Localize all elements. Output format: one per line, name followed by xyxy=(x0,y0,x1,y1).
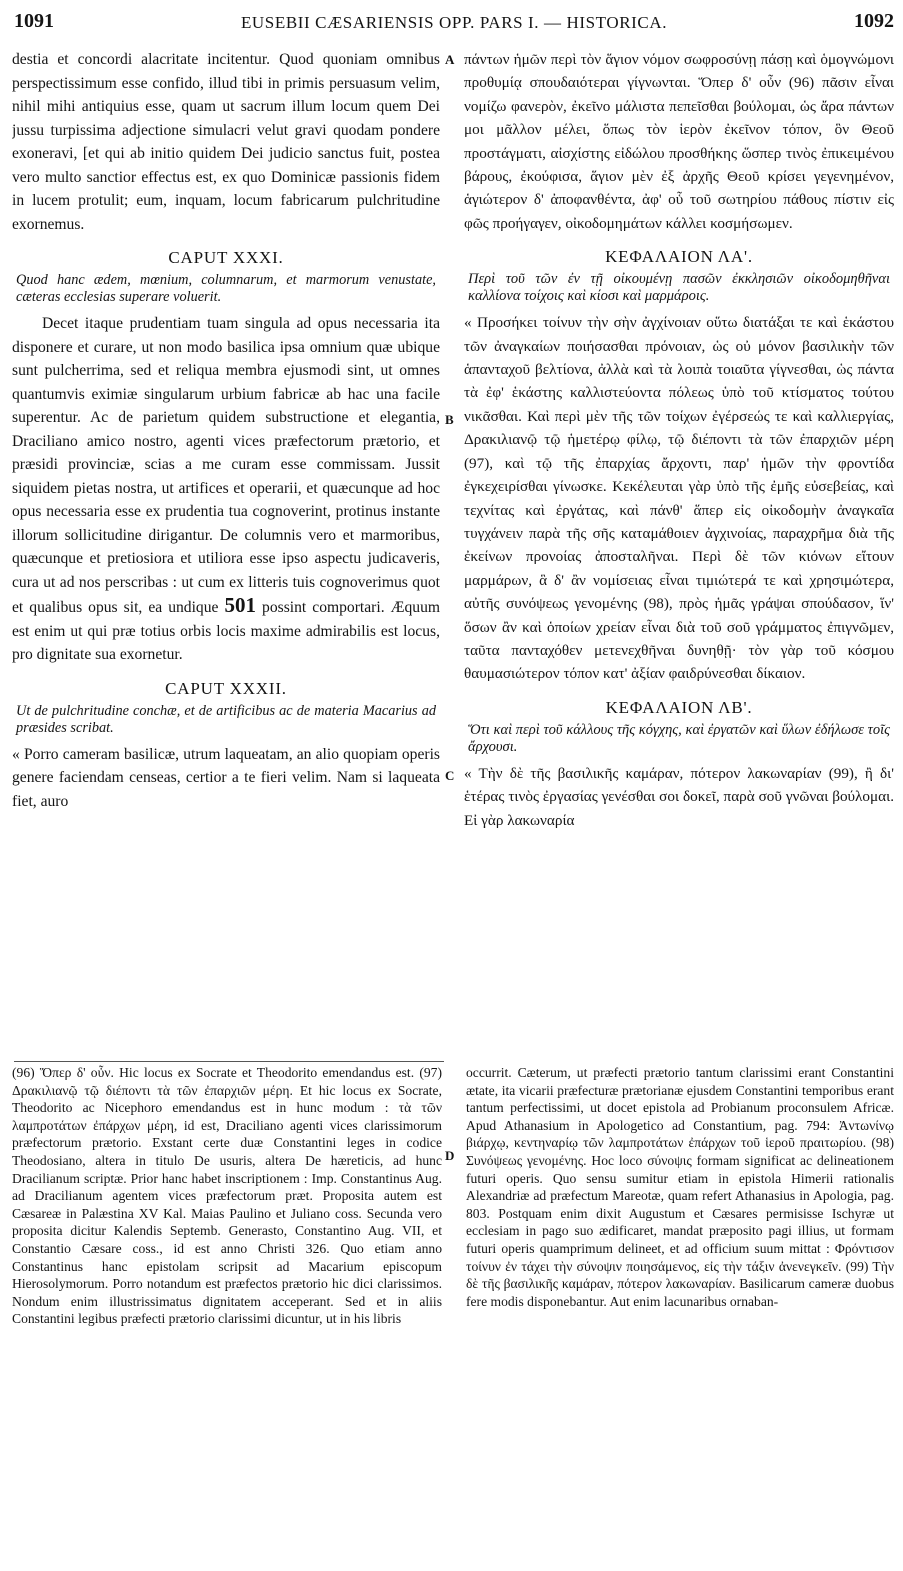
latin-chapter-31-heading: CAPUT XXXI. xyxy=(168,248,284,267)
greek-chapter-31-summary: Περὶ τοῦ τῶν ἐν τῇ οἰκουμένῃ πασῶν ἐκκλησιῶν οἰκοδομηθῆναι καλλίονα τοίχοις καὶ κίοσι καὶ μαρμάροις. xyxy=(468,271,890,305)
margin-marker-b: B xyxy=(445,412,454,427)
greek-paragraph-3: « Τὴν δὲ τῆς βασιλικῆς καμάραν, πότερον λακωναρίαν (99), ἢ δι' ἑτέρας τινὸς ἐργασίας γενέσθαι σοι δοκεῖ, παρὰ σοῦ γνῶναι βούλομαι. Εἰ γὰρ λακωναρία xyxy=(464,764,894,829)
footnotes-right-text: occurrit. Cæterum, ut præfecti prætorio tantum clarissimi erant Constantini ætate, ita vicarii præfecturæ prætorianæ ejusdem Constantini temporibus erant tantum perfectissimi, ut docet epistola ad Probianum proconsulem Africæ. Apud Athanasium in Apologetico ad Constantium, pag. 794: Ἀντωνίνῳ βιάρχῳ, κεντηναρίῳ τῶν λαμπροτάτων ἐπάρχων τοῦ ἱεροῦ πραιτωρίου. (98) Συνόψεως γενομένης. Hoc loco σύνοψις formam significat ac delineationem futuri operis. Quo sensu sumitur etiam in epistola Himerii rationalis Alexandriæ ad præfectum Mareotæ, quam refert Athanasius in Apologia, pag. 803. Postquam enim dixit Augustum et Cæsares permisisse Ischyræ ut ecclesiam in pago suo ædificaret, mandat præposito pagi illius, ut formam futuri operis quamprimum delineet, et ad officium suum mittat : Φρόντισον τοίνυν ἐν τάχει τὴν σύνοψιν ποιησάμενος, εἰς τὴν τάξιν ἀνενεγκεῖν. (99) Τὴν δὲ τῆς βασιλικῆς καμάραν, πότερον λακωναρίαν. Basilicarum cameræ duobus fere modis disponebantur. Aut enim lacunaribus ornaban- xyxy=(466,1065,894,1309)
greek-paragraph-2: « Προσήκει τοίνυν τὴν σὴν ἀγχίνοιαν οὕτω διατάξαι τε καὶ ἑκάστου τῶν ἀναγκαίων ποιήσασθαι πρόνοιαν, ὡς οὐ μόνον βασιλικὴν τῶν ἁπανταχοῦ βελτίονα, ἀλλὰ καὶ τὰ λοιπὰ τοιαῦτα γίγνεσθαι, ὡς πάντα τὰ ἐφ' ἑκάστης καλλιστεύοντα πόλεως ὑπὸ τοῦ κτίσματος τούτου νικᾶσθαι. Καὶ περὶ μὲν τῆς τῶν τοίχων ἐγέρσεώς τε καὶ καλλιεργίας, Δρακιλιανῷ τῷ ἡμετέρῳ φίλῳ, τῷ διέποντι τὰ τῶν ἐπαρχιῶν μέρη (97), καὶ τῷ τῆς ἐπαρχίας ἄρχοντι, παρ' ἡμῶν τὴν φροντίδα ἐγκεχειρίσθαι γίνωσκε. Κεκέλευται γὰρ ὑπὸ τῆς ἐμῆς εὐσεβείας, καὶ τεχνίτας καὶ ἐργάτας, καὶ πάνθ' ἅπερ εἰς οἰκοδομὴν ἀναγκαῖα τυγχάνειν παρὰ τῆς σῆς καταμάθοιεν ἀγχινοίας, παραχρῆμα διὰ τῆς ἐκείνων προνοίας ἀποσταλῆναι. Περὶ δὲ τῶν κιόνων εἴτουν μαρμάρων, ἃ δ' ἂν νομίσειας εἶναι τιμιώτερά τε καὶ χρησιμώτερα, αὐτῆς συνόψεως γενομένης (98), πρὸς ἡμᾶς γράψαι σπούδασον, ἵν' ὅσων ἂν καὶ ὁποίων χρείαν εἶναι διὰ τοῦ σοῦ γράμματος ἐπιγνῶμεν, ταῦτα πανταχόθεν μετενεχθῆναι δυνηθῇ· τὸν γὰρ τοῦ κόσμου θαυμασιώτερον τόπον κατ' ἀξίαν φαιδρύνεσθαι δίκαιον. xyxy=(464,314,894,683)
latin-paragraph-1: destia et concordi alacritate incitentur. Quod quoniam omnibus perspectissimum esse confido, illud tibi in primis persuasum velim, nihil mihi antiquius esse, quam ut sacrum illum locum quem Dei jussu turpissima adjectione simulacri velut gravi quodam pondere exoneravi, [et qui ab initio quidem Dei judicio sanctus fuit, postea vero multo sanctior effectus est, ex quo Dominicæ passionis fidem in lucem protulit; eum, inquam, locum fabricarum pulchritudine exornemus. xyxy=(12,51,440,233)
margin-marker-c: C xyxy=(445,768,455,783)
footnote-divider xyxy=(14,1061,444,1062)
column-number-501: 501 xyxy=(224,593,256,617)
footnotes-left-column xyxy=(12,1064,442,1564)
latin-paragraph-3: « Porro cameram basilicæ, utrum laqueatam, an alio quopiam operis genere faciendam censeas, certior a te fieri velim. Nam si laqueata fiet, auro xyxy=(12,745,440,810)
running-title: EUSEBII CÆSARIENSIS OPP. PARS I. — HISTORICA. xyxy=(240,13,668,32)
greek-chapter-31-heading: ΚΕΦΑΛΑΙΟΝ ΛΑ'. xyxy=(605,247,753,267)
greek-chapter-32-summary: Ὅτι καὶ περὶ τοῦ κάλλους τῆς κόγχης, καὶ ἐργατῶν καὶ ὕλων ἐδήλωσε τοῖς ἄρχουσι. xyxy=(468,721,890,755)
greek-column xyxy=(464,48,894,1058)
margin-marker-a: A xyxy=(445,52,455,67)
latin-paragraph-2-end: possint comportari. Æquum est enim ut qui præ totius orbis locis maxime admirabilis est locus, pro dignitate sua exornetur. xyxy=(12,599,440,663)
margin-marker-d: D xyxy=(445,1148,455,1163)
latin-paragraph-2 xyxy=(12,312,440,667)
latin-paragraph-2-text: Decet itaque prudentiam tuam singula ad opus necessaria ita disponere et curare, ut non modo basilica ipsa omnium quæ ubique sunt pulcherrima, sed et reliqua membra ejusmodi sint, ut omnes quantumvis eximiæ singularum urbium fabricæ ab hac una facile superentur. Ac de parietum quidem substructione et elegantia, Draciliano amico nostro, agenti vices præfectorum prætorio, et præsidi provinciæ, scias a me curam esse commissam. Jussit siquidem pietas nostra, ut artifices et operarii, et quæcunque ad hoc opus necessaria esse ex prudentia tua cognoverint, protinus instante illorum sollicitudine dirigantur. De columnis vero et marmoribus, quæcunque et pretiosiora et utiliora esse ipso aspectu judicaveris, cura ut ad nos perscribas : ut cum ex litteris tuis cognoverimus quot et qualibus opus sit, ea undique xyxy=(12,315,440,616)
greek-chapter-32-heading: ΚΕΦΑΛΑΙΟΝ ΛΒ'. xyxy=(605,697,753,717)
latin-column xyxy=(12,48,440,1058)
footnotes-right-column xyxy=(466,1064,894,1564)
page-number-right: 1092 xyxy=(854,10,894,32)
footnotes-left-text: (96) Ὅπερ δ' οὖν. Hic locus ex Socrate et Theodorito emendandus est. (97) Δρακιλιανῷ τῷ διέποντι τὰ τῶν ἐπαρχιῶν μέρη. Et hic locus ex Socrate, Theodorito ac Nicephoro emendandus est in hunc modum : τὰ τῶν λαμπροτάτων ἐπάρχων μέρη, id est, Draciliano agenti vices clarissimorum præfectorum prætorio. Exstant certe duæ Constantini leges in codice Theodosiano, altera in titulo De usuris, altera De hæreticis, ad hunc Dracilianum scriptæ. Prior hanc habet inscriptionem : Imp. Constantinus Aug. ad Dracilianum agentem vices præfectorum præt. Proposita autem est Cæsareæ in Palæstina XV Kal. Maias Paulino et Juliano coss. Secunda vero proposita dicitur Kalendis Septemb. Generasto, Constantino Aug. VII, et Constantio Cæsare coss., id est anno Christi 326. Quo etiam anno Constantinus hanc epistolam scripsit ad Macarium episcopum Hierosolymorum. Porro notandum est præfectos prætorio hic dici clarissimos. Nondum enim illustrissimatus dignitatem acceperant. Sed et in aliis Constantini legibus præfecti prætorio clarissimi dicuntur, ut in his libris xyxy=(12,1065,442,1327)
latin-chapter-32-heading: CAPUT XXXII. xyxy=(165,678,287,698)
latin-chapter-31-summary: Quod hanc ædem, mœnium, columnarum, et marmorum venustate, cæteras ecclesias superare voluerit. xyxy=(16,272,436,305)
latin-chapter-32-summary: Ut de pulchritudine conchæ, et de artificibus ac de materia Macarius ad præsides scribat. xyxy=(16,702,436,736)
greek-paragraph-1: πάντων ἡμῶν περὶ τὸν ἅγιον νόμον σωφροσύνῃ πάσῃ καὶ ὁμογνώμονι προθυμίᾳ σπουδαιότεραι γίγνωνται. Ὅπερ δ' οὖν (96) πᾶσιν εἶναι νομίζω φανερὸν, ἐκεῖνο μάλιστα πεπεῖσθαι βούλομαι, ὡς ἄρα πάντων μοι μᾶλλον μέλει, ὅπως τὸν ἱερὸν ἐκεῖνον τόπον, ὃν Θεοῦ προστάγματι, αἰσχίστης εἰδώλου προσθήκης ὥσπερ τινὸς ἐπικειμένου βάρους, ἐκούφισα, ἅγιον μὲν ἐξ ἀρχῆς Θεοῦ κρίσει γεγενημένον, ἁγιώτερον δ' ἀποφανθέντα, ἀφ' οὗ τοῦ σωτηρίου πάθους πίστιν εἰς φῶς προήγαγεν, οἰκοδομημάτων κάλλει κοσμήσωμεν. xyxy=(464,51,894,232)
running-header xyxy=(14,10,894,36)
page-number-left: 1091 xyxy=(14,10,54,32)
